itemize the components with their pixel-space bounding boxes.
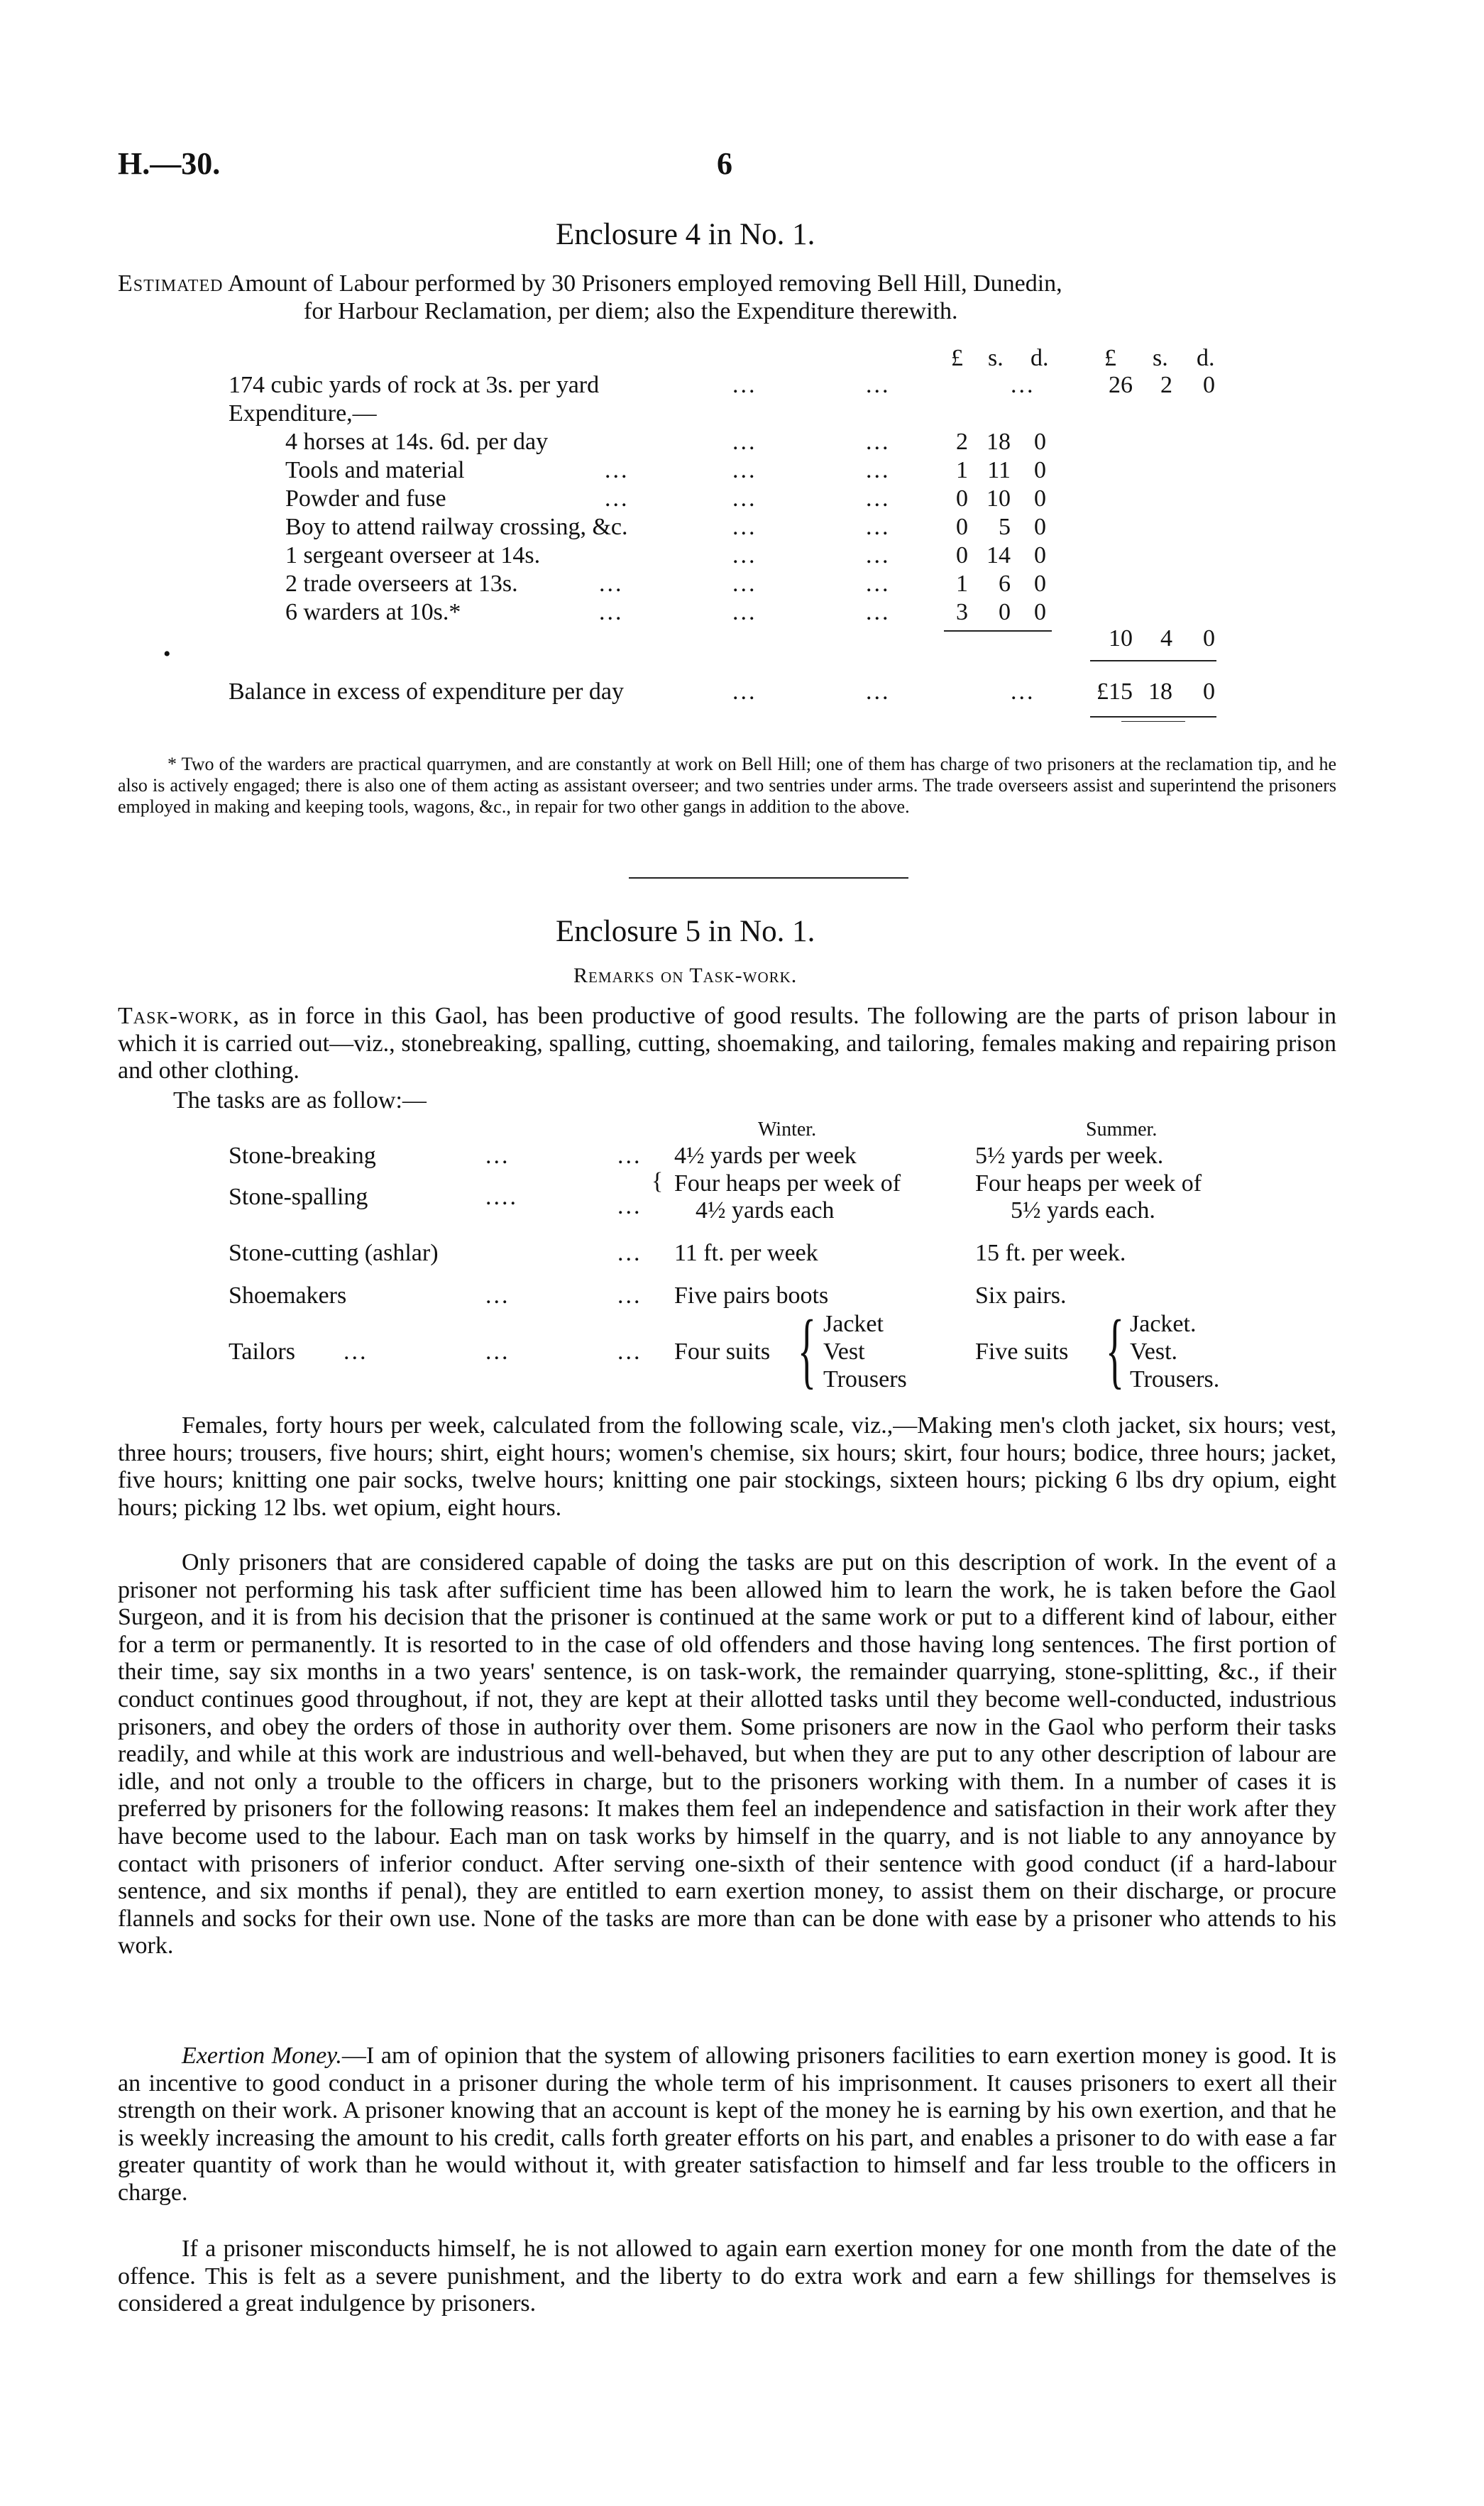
leader-dots: ... [866, 372, 891, 398]
balance-pence: 0 [1203, 678, 1215, 705]
exertion-money-text: —I am of opinion that the system of allowing prisoners facilities to earn exertion money is good. It is an incentive to good conduct in a prisoner during the whole term of his imprisonment. It causes prisoners to exert all their strength on their work. A prisoner knowing that an account is kept of the money he is earning by his own exertion, and that he is weekly increasing the amount to his credit, calls forth greater efforts on his part, and enables a prisoner to do with ease a far greater quantity of work than he would without it, with greater satisfaction to himself and far less trouble to the officers in charge. [118, 2043, 1337, 2206]
item-shillings: 0 [999, 599, 1011, 625]
winter-header: Winter. [758, 1119, 817, 1141]
balance-pounds: £15 [1096, 678, 1133, 705]
task-winter-line2: 4½ yards each [696, 1197, 835, 1224]
revenue-label: 174 cubic yards of rock at 3s. per yard [229, 372, 600, 398]
task-name: Stone-cutting (ashlar) [229, 1240, 439, 1266]
tailor-winter-item: Jacket [823, 1311, 884, 1337]
total-rule [1090, 660, 1216, 661]
enclosure-4-title: Enclosure 4 in No. 1. [556, 218, 815, 251]
heading-lead-word: Estimated [118, 270, 224, 297]
summer-header: Summer. [1086, 1119, 1158, 1141]
col-header-pounds-1: £ [951, 345, 963, 371]
balance-label: Balance in excess of expenditure per day [229, 678, 624, 705]
leader-dots: ... [343, 1339, 368, 1365]
task-winter: 4½ yards per week [674, 1143, 857, 1169]
item-pence: 0 [1034, 457, 1046, 483]
balance-double-rule [1121, 721, 1185, 722]
revenue-shillings: 2 [1160, 372, 1172, 398]
item-pounds: 0 [956, 542, 968, 568]
expenditure-total-shillings: 4 [1160, 625, 1172, 652]
tailor-summer-item: Trousers. [1130, 1366, 1220, 1392]
item-pounds: 0 [956, 514, 968, 540]
revenue-pence: 0 [1203, 372, 1215, 398]
intro-lead-word: Task-work, [118, 1003, 240, 1029]
page-number: 6 [717, 146, 732, 181]
item-pounds: 1 [956, 571, 968, 597]
heading-rest: Amount of Labour performed by 30 Prisoners employed removing Bell Hill, Dunedin, [223, 270, 1062, 297]
leader-dots: ... [732, 678, 757, 705]
leader-dots: ... [1011, 372, 1035, 398]
leader-dots-column: ... ... [605, 457, 630, 512]
item-pounds: 3 [956, 599, 968, 625]
leader-dots: ... [617, 1282, 642, 1309]
leader-dots-column: ... ... [599, 571, 624, 625]
task-summer-line1: Four heaps per week of [975, 1170, 1202, 1197]
expenditure-item-label: 1 sergeant overseer at 14s. [285, 542, 541, 568]
tailor-summer-lead: Five suits [975, 1339, 1069, 1365]
task-work-paragraph: Only prisoners that are considered capable of doing the tasks are put on this description of work. In the event of a prisoner not performing his task after sufficient time has been allowed him to learn the work, he is taken before the Gaol Surgeon, and it is from his decision that the prisoner is continued at the same work or put to a different kind of labour, either for a term or permanently. It is resorted to in the case of old offenders and those having long sentences. The first portion of their time, say six months in a two years' sentence, is on task-work, the remainder quarrying, stone-splitting, &c., if their conduct continues good throughout, if not, they are kept at their allotted tasks until they become well-conducted, industrious prisoners, and obey the orders of those in authority over them. Some prisoners are now in the Gaol who perform their tasks readily, and while at this work are industrious and well-behaved, but when they are put to any other description of labour are idle, and not only a trouble to the officers in charge, but to the prisoners working with them. In a number of cases it is preferred by prisoners for the following reasons: It makes them feel an independence and satisfaction in their work after they have become used to the labour. Each man on task works by himself in the quarry, and is not liable to any annoyance by contact with prisoners of inferior conduct. After serving one-sixth of their sentence with good conduct (if a hard-labour sentence, and six months if penal), they are entitled to earn exertion money, to assist them on their discharge, or procure flannels and socks for their own use. None of the tasks are more than can be done with ease by a prisoner who attends to his work. [118, 1549, 1336, 1960]
expenditure-item-label: 6 warders at 10s.* [285, 599, 461, 625]
col-header-shillings-2: s. [1153, 345, 1168, 371]
item-shillings: 5 [999, 514, 1011, 540]
task-summer-line2: 5½ yards each. [1011, 1197, 1155, 1224]
leader-dots: ... [485, 1339, 510, 1365]
item-shillings: 11 [987, 457, 1011, 483]
stray-mark: • [163, 642, 171, 666]
item-shillings: 10 [986, 485, 1011, 512]
task-name: Stone-breaking [229, 1143, 376, 1169]
leader-dots: ... [485, 1143, 510, 1169]
expenditure-item-label: Boy to attend railway crossing, &c. [285, 514, 628, 540]
section-separator [629, 877, 908, 879]
item-shillings: 18 [986, 429, 1011, 455]
leader-dots: ... [866, 678, 891, 705]
brace-left: { [652, 1168, 664, 1194]
item-pence: 0 [1034, 429, 1046, 455]
task-winter: 11 ft. per week [674, 1240, 818, 1266]
leader-dots: .... [485, 1184, 518, 1210]
task-work-intro [118, 1003, 1336, 1085]
leader-dots: ... [617, 1193, 642, 1219]
females-paragraph: Females, forty hours per week, calculated from the following scale, viz.,—Making men's cloth jacket, six hours; vest, three hours; trousers, five hours; shirt, eight hours; women's chemise, six hours; skirt, four hours; bodice, three hours; jacket, five hours; knitting one pair socks, twelve hours; knitting one pair stockings, sixteen hours; picking 6 lbs dry opium, eight hours; picking 12 lbs. wet opium, eight hours. [118, 1412, 1336, 1521]
tailor-winter-item: Trousers [823, 1366, 907, 1392]
col-header-shillings-1: s. [988, 345, 1004, 371]
item-pence: 0 [1034, 514, 1046, 540]
expenditure-total-pence: 0 [1203, 625, 1215, 652]
task-name: Shoemakers [229, 1282, 347, 1309]
exertion-money-heading: Exertion Money. [182, 2043, 342, 2069]
task-summer: Six pairs. [975, 1282, 1067, 1309]
expenditure-total-pounds: 10 [1109, 625, 1133, 652]
leader-dots: ... [617, 1143, 642, 1169]
col-header-pence-2: d. [1197, 345, 1215, 371]
item-pence: 0 [1034, 571, 1046, 597]
leader-dots-column: ... ... ... ... ... ... ... [732, 429, 757, 625]
item-pence: 0 [1034, 599, 1046, 625]
leader-dots: ... [617, 1339, 642, 1365]
balance-rule [1090, 716, 1216, 718]
tailor-summer-item: Jacket. [1130, 1311, 1197, 1337]
expenditure-item-label: Powder and fuse [285, 485, 446, 512]
enclosure-5-subtitle: Remarks on Task-work. [573, 964, 798, 987]
leader-dots: ... [485, 1282, 510, 1309]
document-reference: H.—30. [118, 146, 221, 181]
misconduct-paragraph: If a prisoner misconducts himself, he is not allowed to again earn exertion money for one month from the date of the offence. This is felt as a severe punishment, and the liberty to do extra work and earn a few shillings for themselves is considered a great indulgence by prisoners. [118, 2236, 1336, 2317]
task-summer: 15 ft. per week. [975, 1240, 1126, 1266]
item-shillings: 6 [999, 571, 1011, 597]
leader-dots-column: ... ... ... ... ... ... ... [866, 429, 891, 625]
leader-dots: ... [1011, 678, 1035, 705]
leader-dots: ... [617, 1240, 642, 1266]
item-pounds: 2 [956, 429, 968, 455]
enclosure-4-heading-line2: for Harbour Reclamation, per diem; also the Expenditure therewith. [304, 298, 958, 324]
tasks-intro: The tasks are as follow:— [173, 1087, 427, 1114]
enclosure-4-footnote: * Two of the warders are practical quarrymen, and are constantly at work on Bell Hill; one of them has charge of two prisoners at the reclamation tip, and he also is actively engaged; there is also one of them acting as assistant overseer; and two sentries under arms. The trade overseers assist and superintend the prisoners employed in making and keeping tools, wagons, &c., in repair for two other gangs in addition to the above. [118, 754, 1336, 817]
balance-shillings: 18 [1148, 678, 1172, 705]
exertion-money-paragraph [118, 2043, 1336, 2207]
brace-summer: { [1106, 1302, 1124, 1397]
item-pounds: 0 [956, 485, 968, 512]
enclosure-4-heading [118, 270, 1062, 297]
item-pence: 0 [1034, 485, 1046, 512]
expenditure-item-label: Tools and material [285, 457, 465, 483]
revenue-pounds: 26 [1109, 372, 1133, 398]
task-name: Tailors [229, 1339, 295, 1365]
brace-winter: { [798, 1302, 816, 1397]
expenditure-label: Expenditure,— [229, 400, 377, 427]
tailor-summer-item: Vest. [1130, 1339, 1178, 1365]
expenditure-item-label: 2 trade overseers at 13s. [285, 571, 518, 597]
enclosure-5-title: Enclosure 5 in No. 1. [556, 915, 815, 948]
item-pence: 0 [1034, 542, 1046, 568]
subtotal-rule [944, 630, 1052, 632]
task-winter-line1: Four heaps per week of [674, 1170, 901, 1197]
col-header-pence-1: d. [1030, 345, 1049, 371]
task-summer: 5½ yards per week. [975, 1143, 1164, 1169]
expenditure-item-label: 4 horses at 14s. 6d. per day [285, 429, 549, 455]
task-name: Stone-spalling [229, 1184, 368, 1210]
item-shillings: 14 [986, 542, 1011, 568]
task-winter: Five pairs boots [674, 1282, 829, 1309]
tailor-winter-lead: Four suits [674, 1339, 771, 1365]
leader-dots: ... [732, 372, 757, 398]
tailor-winter-item: Vest [823, 1339, 865, 1365]
item-pounds: 1 [956, 457, 968, 483]
intro-rest: as in force in this Gaol, has been productive of good results. The following are the parts of prison labour in which it is carried out—viz., stonebreaking, spalling, cutting, shoemaking, and tailoring, females making and repairing prison and other clothing. [118, 1003, 1336, 1084]
col-header-pounds-2: £ [1104, 345, 1116, 371]
